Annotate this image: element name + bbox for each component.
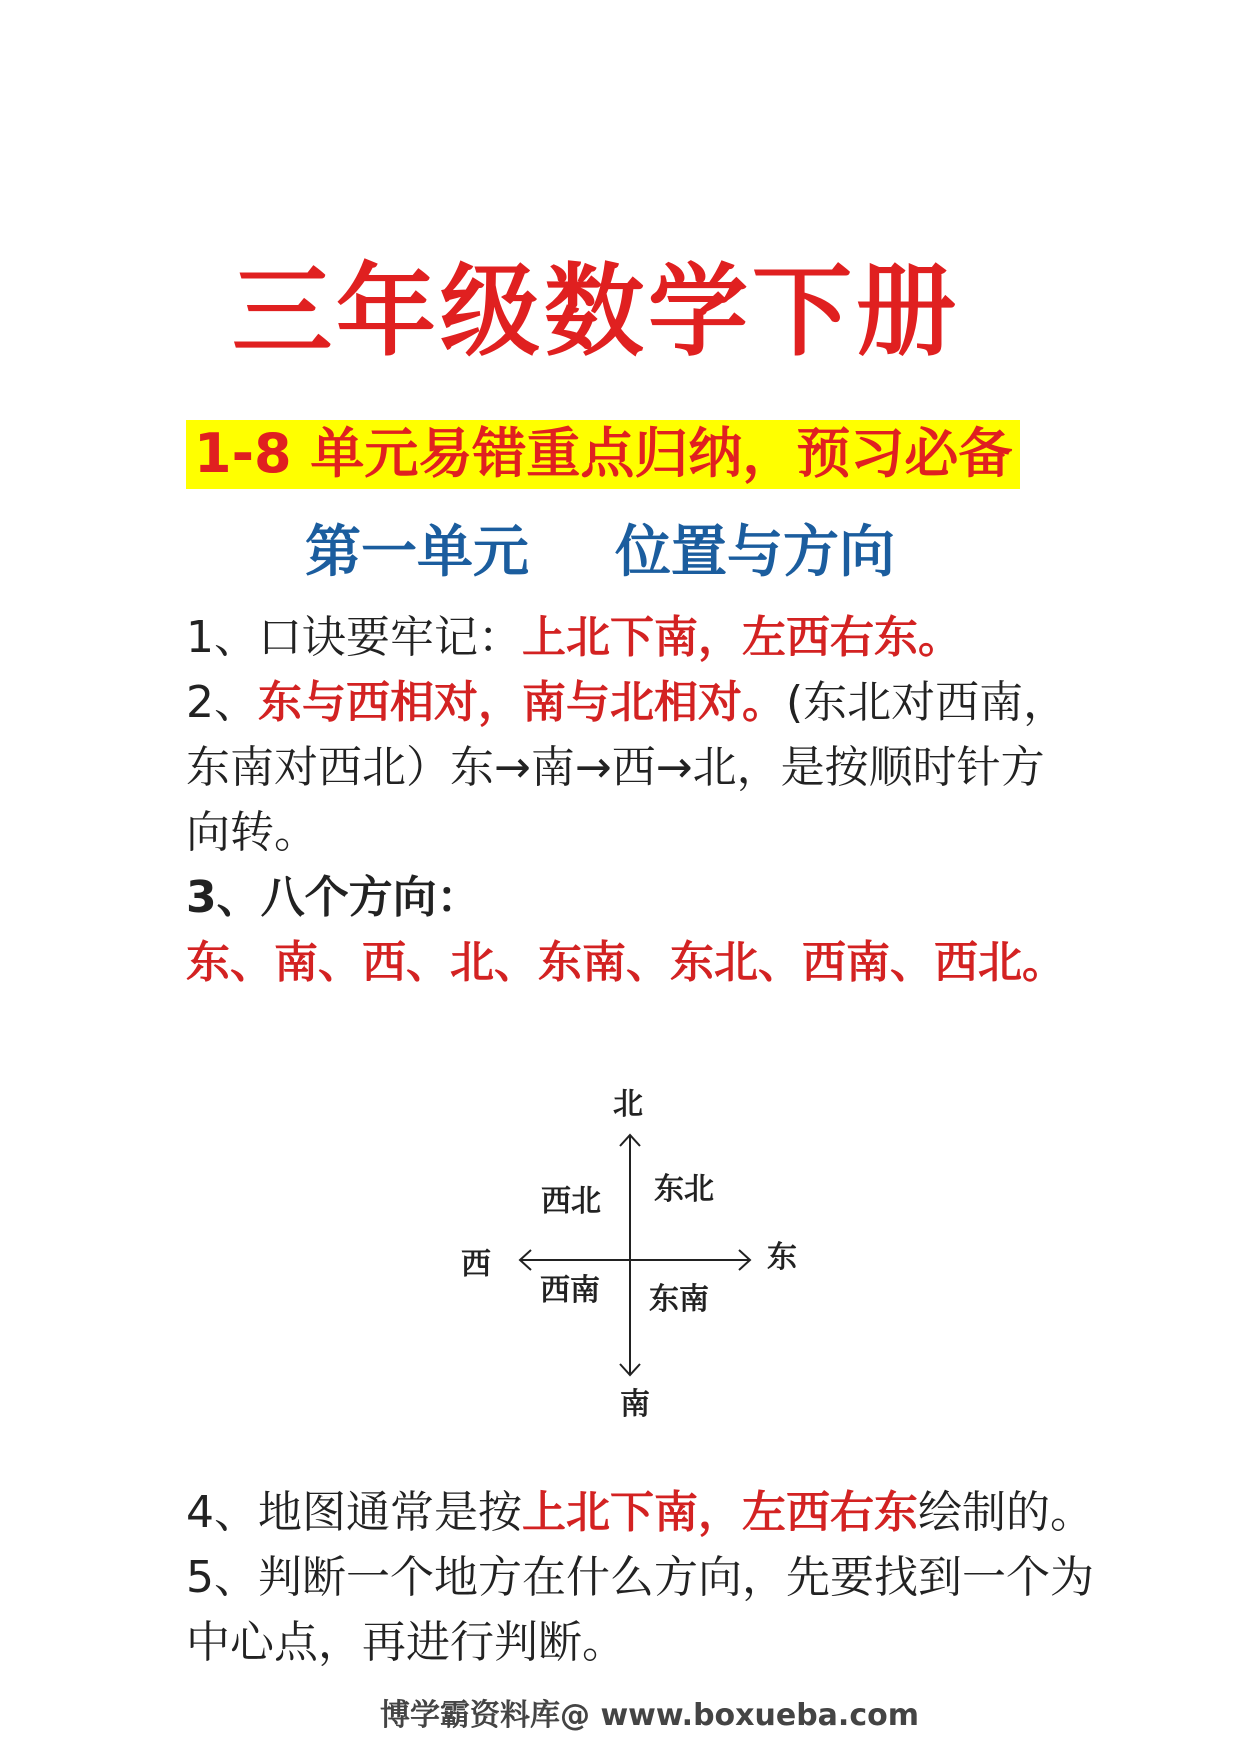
compass-northwest-label: 西北 [541, 1184, 601, 1219]
unit-heading [305, 522, 895, 584]
item-2 [186, 670, 1086, 865]
item-5: 5、判断一个地方在什么方向，先要找到一个为中心点，再进行判断。 [186, 1552, 1094, 1668]
item-2-prefix: 2、 [186, 677, 258, 728]
compass-southwest-label: 西南 [540, 1273, 600, 1308]
compass-southeast-label: 东南 [649, 1282, 709, 1317]
item-2-highlight: 东与西相对，南与北相对。 [258, 677, 786, 728]
item-4-suffix: 绘制的。 [918, 1487, 1094, 1538]
item-2-rest: (东北对西南，东南对西北）东→南→西→北，是按顺时针方向转。 [186, 677, 1068, 858]
item-4-highlight: 上北下南，左西右东 [522, 1487, 918, 1538]
unit-content [186, 605, 1086, 995]
compass-north-label: 北 [613, 1087, 643, 1122]
item-4-prefix: 4、地图通常是按 [186, 1487, 522, 1538]
item-4 [186, 1480, 1106, 1545]
item-3-heading: 3、八个方向： [186, 872, 481, 923]
compass-northeast-label: 东北 [654, 1172, 714, 1207]
compass-diagram [440, 1087, 820, 1422]
compass-axes [440, 1087, 820, 1420]
unit-content-lower [186, 1480, 1106, 1675]
page-title: 三年级数学下册 [232, 253, 960, 370]
compass-south-label: 南 [620, 1387, 650, 1422]
item-1-prefix: 1、口诀要牢记： [186, 612, 522, 663]
unit-name: 位置与方向 [615, 520, 895, 585]
item-1-highlight: 上北下南，左西右东。 [522, 612, 962, 663]
watermark: 博学霸资料库@ www.boxueba.com [380, 1698, 919, 1733]
item-3-list: 东、南、西、北、东南、东北、西南、西北。 [186, 937, 1066, 988]
compass-east-label: 东 [767, 1240, 797, 1275]
item-1 [186, 605, 1086, 670]
compass-west-label: 西 [461, 1247, 491, 1282]
page-subtitle: 1-8 单元易错重点归纳，预习必备 [186, 420, 1020, 489]
unit-number: 第一单元 [305, 520, 529, 585]
